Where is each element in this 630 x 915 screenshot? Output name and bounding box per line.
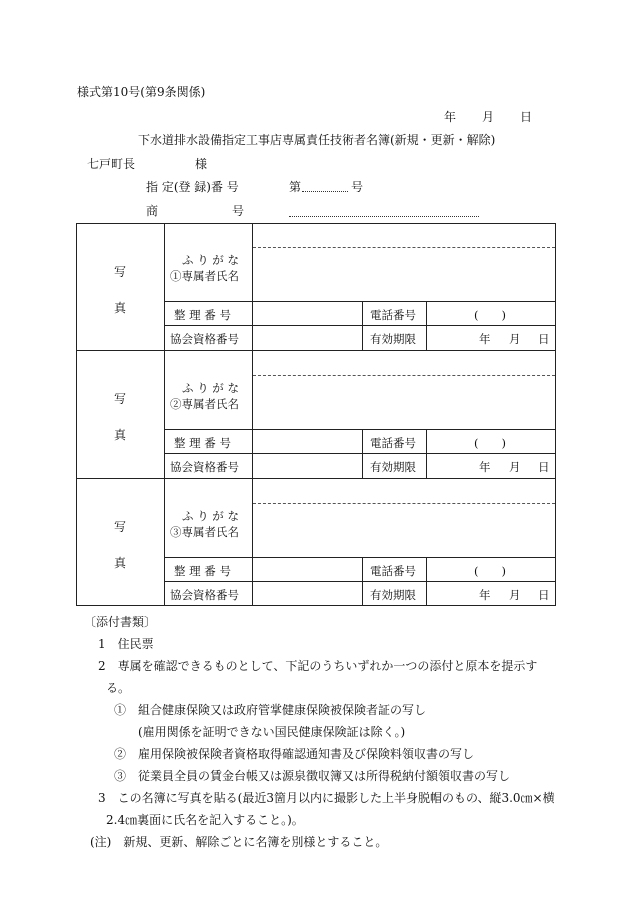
document-title: 下水道排水設備指定工事店専属責任技術者名簿(新規・更新・解除) xyxy=(138,133,496,147)
attachment-subitem-note: (雇用関係を証明できない国民健康保険証は除く。) xyxy=(138,725,406,739)
expiry-month: 月 xyxy=(509,460,521,474)
attachment-item: 2 専属を確認できるものとして、下記のうちいずれか一つの添付と原本を提示す xyxy=(98,659,538,673)
expiry-year: 年 xyxy=(479,588,491,602)
shop-name-field[interactable] xyxy=(289,216,479,217)
shop-name-label-1: 商 xyxy=(146,204,159,218)
registration-number-row xyxy=(146,178,364,195)
serial-number-label: 整 理 番 号 xyxy=(174,308,231,322)
shop-name-label-2: 号 xyxy=(232,204,245,218)
expiry-label: 有効期限 xyxy=(370,588,416,602)
expiry-month: 月 xyxy=(509,588,521,602)
attachment-item: 3 この名簿に写真を貼る(最近3箇月以内に撮影した上半身脱帽のもの、縦3.0㎝×横 xyxy=(98,791,555,805)
association-qualification-label: 協会資格番号 xyxy=(170,588,239,602)
photo-label-top: 写 xyxy=(113,392,126,406)
addressee xyxy=(87,155,208,172)
phone-value: ( ) xyxy=(474,564,506,578)
furigana-label: ふ り が な xyxy=(182,381,239,395)
expiry-day: 日 xyxy=(538,588,550,602)
date-day-label: 日 xyxy=(520,110,533,124)
registration-prefix: 第 xyxy=(289,180,302,194)
photo-label-top: 写 xyxy=(113,265,126,279)
registry-table xyxy=(76,223,556,606)
expiry-month: 月 xyxy=(509,332,521,346)
attachment-subitem: ② 雇用保険被保険者資格取得確認通知書及び保険料領収書の写し xyxy=(114,747,475,761)
expiry-year: 年 xyxy=(479,460,491,474)
shop-name-row xyxy=(146,202,245,219)
attachments-heading: 〔添付書類〕 xyxy=(84,615,157,629)
photo-label-bottom: 真 xyxy=(113,301,126,315)
phone-value: ( ) xyxy=(474,308,506,322)
photo-label-bottom: 真 xyxy=(113,428,126,442)
phone-value: ( ) xyxy=(474,436,506,450)
phone-label: 電話番号 xyxy=(370,436,416,450)
registration-number-field[interactable] xyxy=(302,191,348,192)
furigana-label: ふ り が な xyxy=(182,253,239,267)
date-line xyxy=(444,108,532,125)
date-month-label: 月 xyxy=(482,110,495,124)
furigana-label: ふ り が な xyxy=(182,509,239,523)
expiry-label: 有効期限 xyxy=(370,332,416,346)
expiry-day: 日 xyxy=(538,460,550,474)
photo-label-top: 写 xyxy=(113,520,126,534)
name-label: ③専属者氏名 xyxy=(170,525,239,539)
attachment-item: 1 住民票 xyxy=(98,637,154,651)
phone-label: 電話番号 xyxy=(370,308,416,322)
photo-label-bottom: 真 xyxy=(113,556,126,570)
form-number: 様式第10号(第9条関係) xyxy=(77,85,206,99)
attachment-item-continued: る。 xyxy=(106,681,131,695)
attachment-subitem: ③ 従業員全員の賃金台帳又は源泉徴収簿又は所得税納付額領収書の写し xyxy=(114,769,511,783)
expiry-day: 日 xyxy=(538,332,550,346)
addressee-honorific: 様 xyxy=(195,157,208,171)
attachment-note: (注) 新規、更新、解除ごとに名簿を別様とすること。 xyxy=(90,835,388,849)
serial-number-label: 整 理 番 号 xyxy=(174,436,231,450)
phone-label: 電話番号 xyxy=(370,564,416,578)
attachment-item-continued: 2.4㎝裏面に氏名を記入すること。)。 xyxy=(106,813,304,827)
association-qualification-label: 協会資格番号 xyxy=(170,460,239,474)
registration-number-label: 指 定(登 録)番 号 xyxy=(146,180,239,194)
attachment-subitem: ① 組合健康保険又は政府管掌健康保険被保険者証の写し xyxy=(114,703,427,717)
serial-number-label: 整 理 番 号 xyxy=(174,564,231,578)
date-year-label: 年 xyxy=(444,110,457,124)
expiry-year: 年 xyxy=(479,332,491,346)
registration-suffix: 号 xyxy=(351,180,364,194)
name-label: ②専属者氏名 xyxy=(170,397,239,411)
name-label: ①専属者氏名 xyxy=(170,269,239,283)
association-qualification-label: 協会資格番号 xyxy=(170,332,239,346)
expiry-label: 有効期限 xyxy=(370,460,416,474)
addressee-name: 七戸町長 xyxy=(87,157,136,171)
